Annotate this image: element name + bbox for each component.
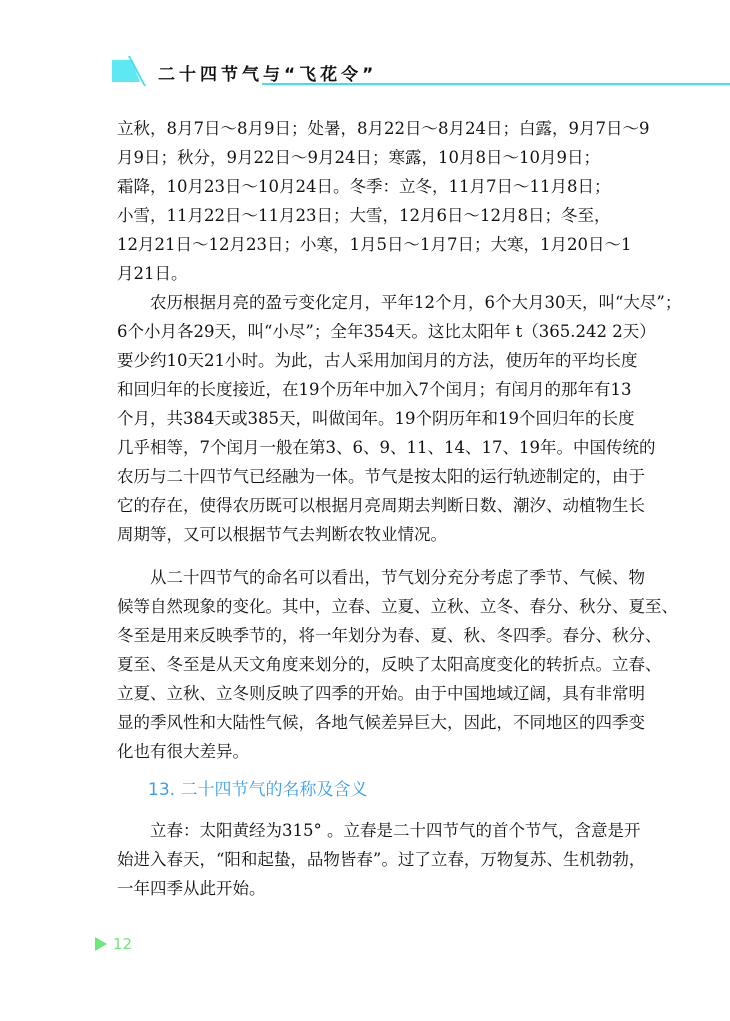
text-line: 立夏、立秋、立冬则反映了四季的开始。由于中国地域辽阔，具有非常明 — [117, 684, 645, 703]
text-line: 几乎相等，7个闰月一般在第3、6、9、11、14、17、19年。中国传统的 — [117, 438, 656, 457]
paragraph-3 — [117, 563, 717, 766]
triangle-marker-icon — [95, 937, 107, 951]
text-line: 6个小月各29天，叫“小尽”；全年354天。这比太阳年 t（365.242 2天） — [117, 322, 656, 341]
text-line: 12月21日～12月23日；小寒，1月5日～1月7日；大寒，1月20日～1 — [117, 235, 632, 254]
text-line: 月21日。 — [117, 264, 188, 283]
text-line: 显的季风性和大陆性气候，各地气候差异巨大，因此，不同地区的四季变 — [117, 713, 645, 732]
page-footer — [95, 935, 132, 953]
page-number: 12 — [113, 935, 133, 953]
paragraph-4 — [117, 816, 717, 903]
running-header — [112, 56, 730, 84]
text-line: 一年四季从此开始。 — [117, 879, 266, 898]
text-line: 要少约10天21小时。为此，古人采用加闰月的方法，使历年的平均长度 — [117, 351, 638, 370]
text-line: 从二十四节气的命名可以看出，节气划分充分考虑了季节、气候、物 — [150, 568, 645, 587]
text-line: 化也有很大差异。 — [117, 742, 249, 761]
text-line: 它的存在，使得农历既可以根据月亮周期去判断日数、潮汐、动植物生长 — [117, 496, 645, 515]
text-line: 立春：太阳黄经为315° 。立春是二十四节气的首个节气，含意是开 — [150, 821, 641, 840]
text-line: 小雪，11月22日～11月23日；大雪，12月6日～12月8日；冬至， — [117, 206, 611, 225]
text-line: 始进入春天，“阳和起蛰，品物皆春”。过了立春，万物复苏、生机勃勃， — [117, 850, 646, 869]
text-line: 农历与二十四节气已经融为一体。节气是按太阳的运行轨迹制定的，由于 — [117, 467, 645, 486]
text-line: 月9日；秋分，9月22日～9月24日；寒露，10月8日～10月9日； — [117, 148, 600, 167]
header-title: 二十四节气与“飞花令” — [158, 65, 378, 85]
paragraph-2 — [117, 288, 717, 549]
text-line: 农历根据月亮的盈亏变化定月，平年12个月，6个大月30天，叫“大尽”； — [150, 293, 682, 312]
paragraph-1 — [117, 114, 717, 288]
text-line: 霜降，10月23日～10月24日。冬季：立冬，11月7日～11月8日； — [117, 177, 611, 196]
text-line: 夏至、冬至是从天文角度来划分的，反映了太阳高度变化的转折点。立春、 — [117, 655, 662, 674]
section-heading: 13. 二十四节气的名称及含义 — [148, 780, 368, 800]
text-line: 冬至是用来反映季节的，将一年划分为春、夏、秋、冬四季。春分、秋分、 — [117, 626, 662, 645]
text-line: 和回归年的长度接近，在19个历年中加入7个闰月；有闰月的那年有13 — [117, 380, 632, 399]
text-line: 个月，共384天或385天，叫做闰年。19个阴历年和19个回归年的长度 — [117, 409, 635, 428]
text-line: 候等自然现象的变化。其中，立春、立夏、立秋、立冬、春分、秋分、夏至、 — [117, 597, 678, 616]
text-line: 周期等，又可以根据节气去判断农牧业情况。 — [117, 525, 447, 544]
text-line: 立秋，8月7日～8月9日；处暑，8月22日～8月24日；白露，9月7日～9 — [117, 119, 650, 138]
